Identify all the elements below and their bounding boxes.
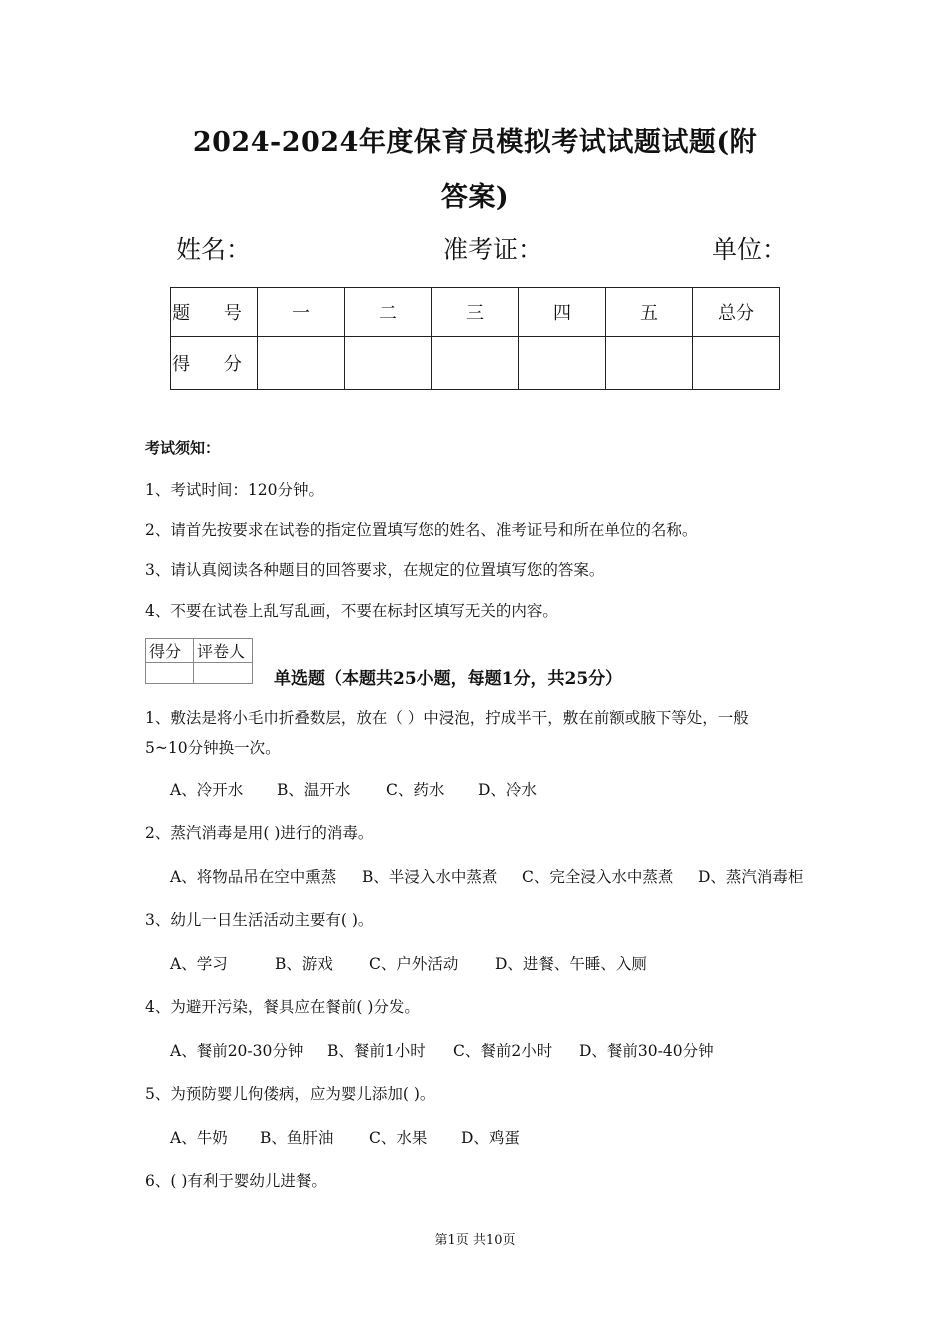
- question-options: [170, 865, 803, 887]
- doc-title-line1: 2024-2024年度保育员模拟考试试题试题(附: [192, 127, 758, 158]
- question-stem: 4、为避开污染，餐具应在餐前( )分发。: [145, 998, 420, 1016]
- option[interactable]: C、餐前2小时: [453, 1042, 553, 1060]
- question-stem: 6、( )有利于婴幼儿进餐。: [145, 1172, 327, 1190]
- score-cell[interactable]: [432, 337, 519, 390]
- question-options: [170, 952, 647, 974]
- name-label: 姓名：: [176, 235, 252, 264]
- option[interactable]: B、餐前1小时: [327, 1042, 426, 1060]
- notice-title: 考试须知：: [145, 439, 221, 457]
- option[interactable]: A、学习: [170, 955, 228, 973]
- option[interactable]: D、餐前30-40分钟: [579, 1042, 714, 1060]
- option[interactable]: A、餐前20-30分钟: [170, 1042, 304, 1060]
- page-footer: 第1页 共10页: [434, 1233, 516, 1248]
- option[interactable]: C、完全浸入水中蒸煮: [522, 868, 674, 886]
- section-title: 单选题（本题共25小题，每题1分，共25分）: [274, 669, 623, 689]
- question-options: [170, 778, 537, 800]
- score-cell[interactable]: [345, 337, 432, 390]
- option[interactable]: C、药水: [386, 781, 445, 799]
- grader-box-grader-cell[interactable]: [194, 663, 253, 684]
- score-cell[interactable]: [519, 337, 606, 390]
- score-table-header: 五: [606, 288, 693, 337]
- question-stem: 2、蒸汽消毒是用( )进行的消毒。: [145, 824, 374, 842]
- score-table: [170, 287, 780, 390]
- score-table-header: 题 号: [171, 288, 258, 337]
- option[interactable]: C、水果: [369, 1129, 428, 1147]
- option[interactable]: D、冷水: [478, 781, 537, 799]
- score-table-header: 四: [519, 288, 606, 337]
- question-stem: 5、为预防婴儿佝偻病，应为婴儿添加( )。: [145, 1085, 436, 1103]
- question-options: [170, 1126, 520, 1148]
- option[interactable]: B、鱼肝油: [260, 1129, 334, 1147]
- score-table-header: 三: [432, 288, 519, 337]
- score-cell[interactable]: [693, 337, 780, 390]
- unit-label: 单位：: [712, 235, 788, 264]
- notice-item: 4、不要在试卷上乱写乱画，不要在标封区填写无关的内容。: [145, 602, 558, 620]
- question-stem: 1、敷法是将小毛巾折叠数层，放在（ ）中浸泡，拧成半干，敷在前额或腋下等处，一般: [145, 709, 749, 727]
- option[interactable]: C、户外活动: [369, 955, 459, 973]
- exam-id-label: 准考证：: [443, 235, 544, 264]
- grader-box-score-cell[interactable]: [146, 663, 194, 684]
- score-row-label: 得 分: [171, 337, 258, 390]
- notice-item: 3、请认真阅读各种题目的回答要求，在规定的位置填写您的答案。: [145, 561, 605, 579]
- option[interactable]: A、将物品吊在空中熏蒸: [170, 868, 337, 886]
- option[interactable]: A、牛奶: [170, 1129, 228, 1147]
- grader-box-score-label: 得分: [146, 639, 194, 663]
- option[interactable]: B、游戏: [275, 955, 333, 973]
- question-stem-continued: 5~10分钟换一次。: [145, 739, 281, 757]
- option[interactable]: B、温开水: [277, 781, 351, 799]
- option[interactable]: B、半浸入水中蒸煮: [362, 868, 498, 886]
- option[interactable]: A、冷开水: [170, 781, 244, 799]
- question-stem: 3、幼儿一日生活活动主要有( )。: [145, 911, 374, 929]
- notice-item: 1、考试时间：120分钟。: [145, 481, 324, 499]
- score-cell[interactable]: [606, 337, 693, 390]
- grader-box: [145, 638, 253, 684]
- notice-item: 2、请首先按要求在试卷的指定位置填写您的姓名、准考证号和所在单位的名称。: [145, 521, 698, 539]
- option[interactable]: D、蒸汽消毒柜: [698, 868, 804, 886]
- option[interactable]: D、进餐、午睡、入厕: [495, 955, 647, 973]
- score-table-header: 二: [345, 288, 432, 337]
- score-table-header: 总分: [693, 288, 780, 337]
- score-cell[interactable]: [258, 337, 345, 390]
- grader-box-grader-label: 评卷人: [194, 639, 253, 663]
- score-table-header: 一: [258, 288, 345, 337]
- doc-title-line2: 答案): [440, 182, 510, 213]
- question-options: [170, 1039, 714, 1061]
- option[interactable]: D、鸡蛋: [461, 1129, 520, 1147]
